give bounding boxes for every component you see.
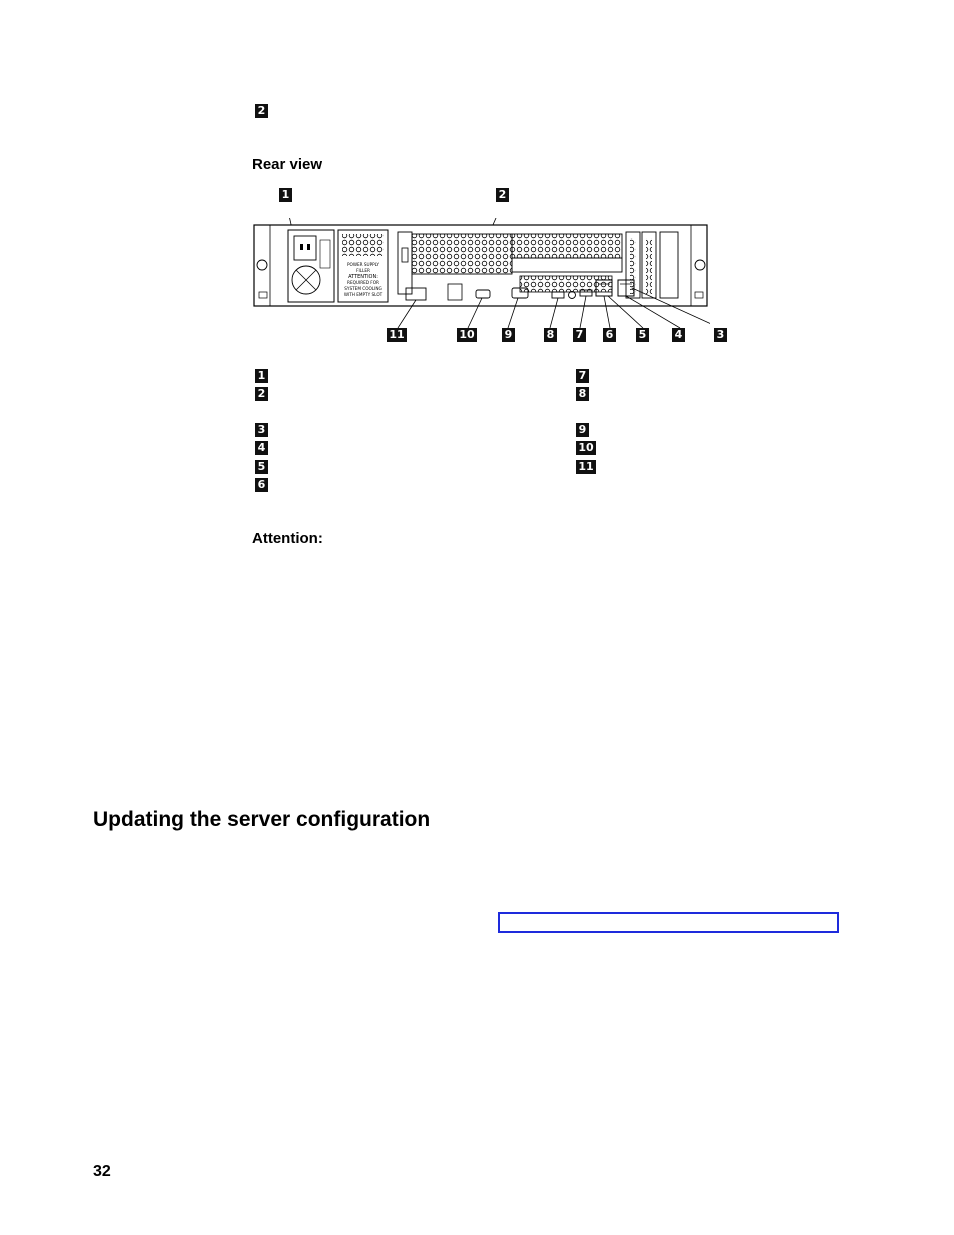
callout-badge-top: 2 [255, 104, 268, 118]
figure-callout-2: 2 [496, 188, 509, 202]
figure-callout-4: 4 [672, 328, 685, 342]
legend-callout-2: 2 [255, 387, 268, 401]
figure-callout-6: 6 [603, 328, 616, 342]
legend-callout-5: 5 [255, 460, 268, 474]
hyperlink-box[interactable] [498, 912, 839, 933]
figure-callout-8: 8 [544, 328, 557, 342]
legend-callout-6: 6 [255, 478, 268, 492]
legend-callout-9: 9 [576, 423, 589, 437]
legend-callout-11: 11 [576, 460, 596, 474]
figure-callout-3: 3 [714, 328, 727, 342]
legend-callout-1: 1 [255, 369, 268, 383]
figure-callout-1: 1 [279, 188, 292, 202]
psu-label-line-1: POWER SUPPLY [347, 262, 379, 267]
psu-label-line-2: FILLER [356, 268, 370, 273]
psu-label-line-3: ATTENTION: [348, 274, 378, 280]
figure-callout-10: 10 [457, 328, 477, 342]
attention-label: Attention: [252, 530, 323, 547]
section-heading: Updating the server configuration [93, 808, 431, 831]
legend-callout-7: 7 [576, 369, 589, 383]
rear-view-label: Rear view [252, 156, 323, 173]
figure-callout-9: 9 [502, 328, 515, 342]
legend-callout-3: 3 [255, 423, 268, 437]
figure-callout-5: 5 [636, 328, 649, 342]
legend-callout-4: 4 [255, 441, 268, 455]
server-rear-illustration [250, 218, 710, 328]
figure-callout-11: 11 [387, 328, 407, 342]
page-number: 32 [93, 1163, 111, 1180]
legend-callout-8: 8 [576, 387, 589, 401]
psu-label-line-5: SYSTEM COOLING [344, 286, 382, 291]
psu-label-line-6: WITH EMPTY SLOT [343, 292, 383, 297]
legend-callout-10: 10 [576, 441, 596, 455]
figure-callout-7: 7 [573, 328, 586, 342]
psu-label-line-4: REQUIRED FOR [347, 280, 379, 285]
